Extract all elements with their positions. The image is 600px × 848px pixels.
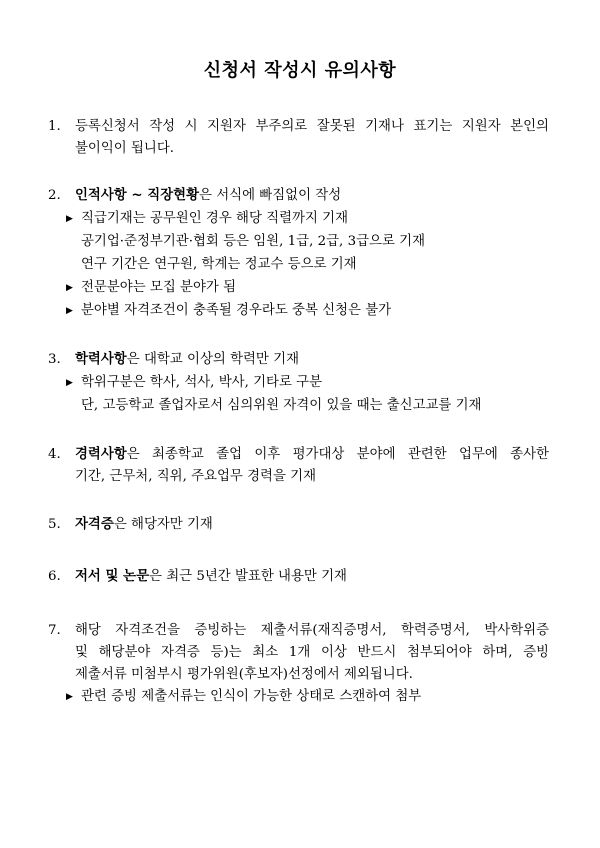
item-heading	[75, 351, 299, 369]
triangle-right-icon: ▶	[66, 306, 73, 316]
triangle-right-icon: ▶	[66, 283, 73, 293]
bullet-text: 학위구분은 학사, 석사, 박사, 기타로 구분	[81, 375, 323, 390]
item-heading-bold: 인적사항 ~ 직장현황	[75, 188, 200, 203]
triangle-right-icon: ▶	[66, 378, 73, 388]
bullet-text: 연구 기간은 연구원, 학계는 정교수 등으로 기재	[81, 257, 357, 272]
item-heading-rest: 은 서식에 빠짐없이 작성	[199, 188, 342, 203]
bullet-text: 전문분야는 모집 분야가 됨	[81, 280, 237, 295]
triangle-right-icon: ▶	[66, 214, 73, 224]
item-heading-rest: 은 최근 5년간 발표한 내용만 기재	[149, 569, 347, 584]
item-heading-bold: 학력사항	[75, 352, 127, 367]
item-heading	[75, 516, 213, 534]
bullet-text: 공기업·준정부기관·협회 등은 임원, 1급, 2급, 3급으로 기재	[81, 234, 426, 249]
triangle-right-icon: ▶	[66, 692, 73, 702]
item-heading-rest: 은 대학교 이상의 학력만 기재	[126, 352, 299, 367]
bullet-text: 직급기재는 공무원인 경우 해당 직렬까지 기재	[81, 211, 349, 226]
item-number: 1.	[48, 119, 61, 134]
item-text: 기간, 근무처, 직위, 주요업무 경력을 기재	[75, 469, 317, 484]
page-title: 신청서 작성시 유의사항	[203, 60, 397, 81]
item-text: 불이익이 됩니다.	[75, 141, 175, 156]
item-heading	[75, 187, 341, 205]
item-heading-rest: 은 해당자만 기재	[113, 517, 213, 532]
item-text: 및 해당분야 자격증 등)는 최소 1개 이상 반드시 첨부되어야 하며, 증빙	[75, 645, 549, 660]
item-text: 등록신청서 작성 시 지원자 부주의로 잘못된 기재나 표기는 지원자 본인의	[75, 119, 549, 134]
item-number: 6.	[48, 569, 61, 584]
item-text: 해당 자격조건을 증빙하는 제출서류(재직증명서, 학력증명서, 박사학위증	[75, 623, 549, 638]
item-heading-bold: 저서 및 논문	[75, 569, 150, 584]
item-number: 7.	[48, 623, 61, 638]
bullet-text: 단, 고등학교 졸업자로서 심의위원 자격이 있을 때는 출신고교를 기재	[81, 398, 482, 413]
item-number: 2.	[48, 188, 61, 203]
item-heading	[75, 446, 549, 464]
bullet-text: 분야별 자격조건이 충족될 경우라도 중복 신청은 불가	[81, 303, 392, 318]
item-heading-rest: 은 최종학교 졸업 이후 평가대상 분야에 관련한 업무에 종사한	[126, 447, 549, 462]
item-number: 5.	[48, 517, 61, 532]
item-heading-bold: 경력사항	[75, 447, 127, 462]
bullet-text: 관련 증빙 제출서류는 인식이 가능한 상태로 스캔하여 첨부	[81, 689, 422, 704]
item-heading-bold: 자격증	[75, 517, 114, 532]
item-heading	[75, 568, 347, 586]
item-text: 제출서류 미첨부시 평가위원(후보자)선정에서 제외됩니다.	[75, 667, 413, 682]
item-number: 4.	[48, 447, 61, 462]
item-number: 3.	[48, 352, 61, 367]
